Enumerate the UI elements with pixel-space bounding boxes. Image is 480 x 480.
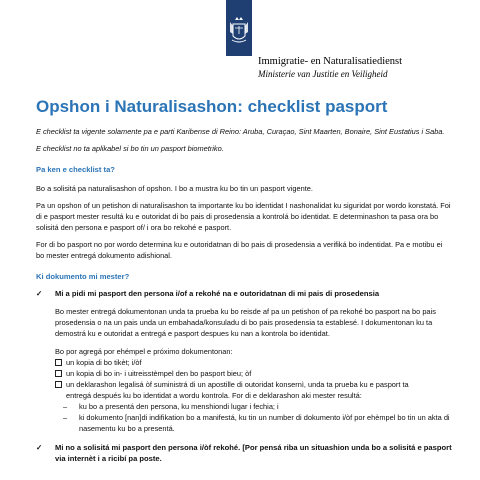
organization-name <box>258 56 402 80</box>
ministry-name: Ministerie van Justitie en Veiligheid <box>258 69 388 79</box>
org-name: Immigratie- en Naturalisatiedienst <box>258 56 403 67</box>
paragraph: For di bo pasport no por wordo determina ku e outoridatnan di bo pais di prosedensia a verifiká bo indentidat. Pa e motibu ei bo mester entregá dokumento adishional. <box>36 240 443 260</box>
checklist-item-label: Mi a pidi mi pasport den persona i/of a rekohé na e outoridatnan di mi pais di prosedensia <box>55 289 380 298</box>
checkmark-icon: ✓ <box>36 289 43 298</box>
dash-icon: – <box>63 402 68 411</box>
dash-icon: – <box>63 413 68 422</box>
list-item-text: un kopia di bo tikèt; i/òf <box>66 358 142 367</box>
sub-list <box>63 401 452 434</box>
paragraph: Bo por agregá por ehémpel e próximo dokumentonan: <box>55 347 233 356</box>
intro-paragraph: E checklist ta vigente solamente pa e parti Karibense di Reino: Aruba, Curaçao, Sint Maarten, Bonaire, Sint Eustatius i Saba. <box>36 127 445 136</box>
intro <box>36 126 452 154</box>
list-item <box>55 379 452 390</box>
checkmark-icon: ✓ <box>36 443 43 452</box>
checkbox-icon <box>55 370 62 377</box>
list-item-text: un deklarashon legalisá òf suministrá di un apostille di outoridat konsernì, unda ta prueba ku e pasport ta <box>66 380 409 389</box>
checklist-item <box>36 442 452 464</box>
checkbox-icon <box>55 381 62 388</box>
sub-list-item-text: ku bo a presentá den persona, ku menshiondi lugar i fechia; i <box>79 402 279 411</box>
paragraph: Bo mester entregá dokumentonan unda ta prueba ku bo reisde af pa un petishon of pa rekohé bo pasport na bo pais prosedensia o na un pais unda un embahada/konsuladu di bo pais prosedensia ta establesé. I dokumentonan ku ta demostrá ku e outoridat a entregá e pasport despues ku nan a kontrola bo identidat. <box>55 307 436 338</box>
section-who <box>36 183 452 261</box>
section-heading: Pa ken e checklist ta? <box>36 165 115 174</box>
intro-paragraph: E checklist no ta aplikabel si bo tin un pasport biometriko. <box>36 144 224 153</box>
document-list <box>55 357 452 390</box>
paragraph: Bo a solisitá pa naturalisashon of opshon. I bo a mustra ku bo tin un pasport vigente. <box>36 184 313 193</box>
page-title: Opshon i Naturalisashon: checklist pasport <box>36 97 388 116</box>
checklist-item-details <box>55 306 452 434</box>
checklist-item-label: Mi no a solisitá mi pasport den persona i/òf rekohé. [Por pensá riba un situashion unda bo a solisitá e pasport via internèt i a ricibí pa poste. <box>55 443 452 463</box>
checkbox-icon <box>55 359 62 366</box>
header <box>0 0 480 94</box>
coat-of-arms-icon <box>229 4 249 48</box>
sub-list-item-text: ki dokumento [nan]di indifikation bo a manifestá, ku tin un number di dokumento i/òf por ehèmpel bo tin un akta di nasementu ku bo a presentá. <box>79 413 450 433</box>
paragraph: Pa un opshon of un petishon di naturalisashon ta importante ku bo identidat I nashonalidat ku siguridat por wordo konstatá. Foi di e pasport mester resultá ku e outoridat di bo pais di prosedensia a kontrolá bo identidat. E determinashon ta pasa ora bo solisitá den persona e pasport of/ i ora bo rekohé e pasport. <box>36 201 451 232</box>
checklist-item <box>36 288 452 299</box>
list-item-continuation: entregá después ku bo identidat a wordu kontrola. For di e deklarashon aki mester resultá: <box>66 391 362 400</box>
sub-list-item <box>63 401 452 412</box>
document-body <box>36 126 452 464</box>
section-heading: Ki dokumento mi mester? <box>36 272 130 281</box>
list-item <box>55 357 452 368</box>
list-item-text: un kopia di bo in- i uitreisstèmpel den bo pasport bieu; òf <box>66 369 252 378</box>
list-item <box>55 368 452 379</box>
sub-list-item <box>63 412 452 434</box>
